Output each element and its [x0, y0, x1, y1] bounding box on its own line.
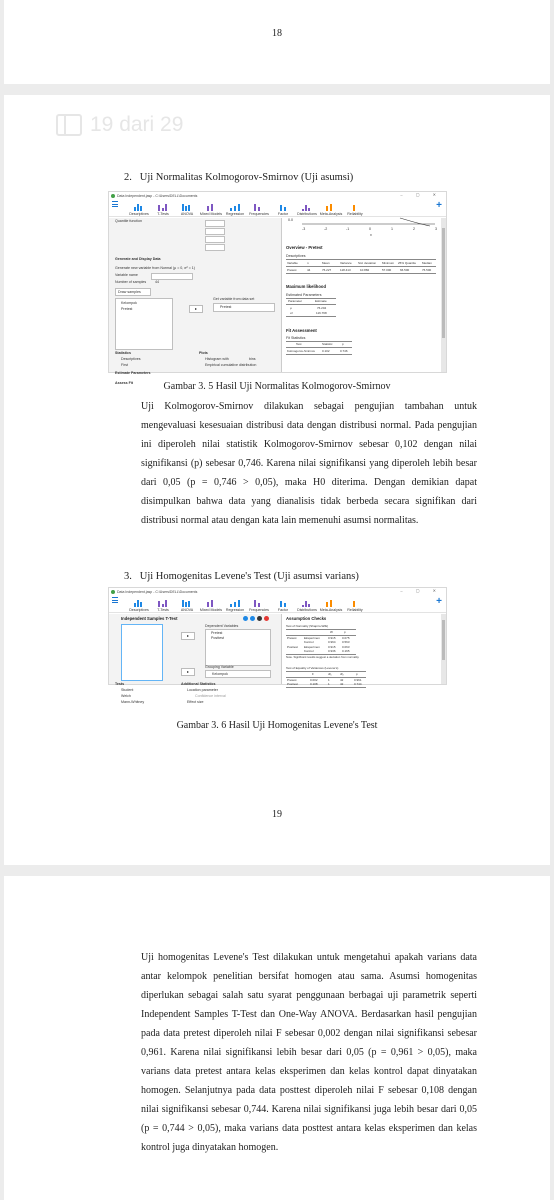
param-cell: 116.768 [316, 311, 327, 315]
paragraph-text: Uji homogenitas Levene's Test dilakukan untuk mengetahui apakah varians data antar kelompok penelitian bersifat homogen atau sama. Asumsi homogenitas diperlukan sebagai salah satu syarat penggunaan berbagai uji parametrik seperti Independent Samples T-Test dan One-Way ANOVA. Berdasarkan hasil pengujian pada data pretest diperoleh nilai F sebesar 0,002 dengan nilai signifikansi sebesar 0,961. Karena nilai signifikansi lebih besar dari 0,05 (p = 0,961 > 0,05), maka varians data pretest antara kelas eksperimen dan kelas kontrol dapat dinyatakan homogen. Selanjutnya pada data posttest diperoleh nilai F sebesar 0,108 dengan nilai signifikansi sebesar 0,744. Karena nilai signifikansi juga lebih besar dari 0,05 (p = 0,744 > 0,05), maka varians data posttest antara kelas eksperimen dan kelas kontrol juga dinyatakan homogen. [141, 952, 477, 1153]
ribbon-meta-analysis[interactable] [319, 599, 343, 612]
plots-label: Plots [199, 351, 208, 355]
x-tick-label: 2 [413, 227, 415, 231]
tests-label: Tests [115, 682, 125, 686]
table-rule [286, 273, 436, 274]
variable-name-label: Variable name [115, 273, 138, 277]
option-field[interactable] [205, 228, 225, 235]
window-title: Data Independent.jasp - C:\Users\DELL\Documents [117, 193, 198, 198]
ribbon-descriptives[interactable] [127, 203, 151, 216]
dependent-item[interactable]: Posttest [211, 636, 224, 640]
app-icon [111, 194, 115, 198]
page-19 [4, 95, 550, 865]
ribbon-distributions[interactable] [295, 599, 319, 612]
analysis-options-pane [109, 218, 282, 385]
option-field[interactable] [205, 220, 225, 227]
norm-cell: Posttest [287, 645, 298, 649]
additional-statistics-label: Additional Statistics [181, 682, 216, 686]
x-tick-label: -2 [324, 227, 328, 231]
ribbon-distributions[interactable] [295, 203, 319, 216]
hamburger-menu-icon[interactable] [112, 597, 118, 605]
desc-header: Mean [322, 261, 330, 265]
assess-section-header[interactable]: Assess Fit [115, 381, 133, 385]
x-tick-label: -3 [302, 227, 306, 231]
paragraph-text: Uji Kolmogorov-Smirnov dilakukan sebagai pengujian tambahan untuk mengevaluasi kesesuaian distribusi data dengan distribusi normal. Pada pengujian ini diperoleh nilai statistik Kolmogorov-Smirnov sebesar 0,102 dengan nilai signifikansi (p) sebesar 0,746. Karena nilai signifikansi yang diperoleh lebih besar dari 0,05 (p = 0,746 > 0,05), maka H0 diterima. Dengan demikian dapat disimpulkan bahwa data yang dianalisis tidak berbeda secara signifikan dari distribusi normal atau dengan kata lain memenuhi asumsi normalitas. [141, 401, 477, 526]
dependent-variables-label: Dependent Variables [205, 624, 239, 628]
panel-title: Independent Samples T-Test [121, 616, 178, 621]
estimated-params-title: Estimated Parameters [286, 293, 322, 297]
fit-cell: 0.102 [322, 349, 330, 353]
section-heading-normality: 2. Uji Normalitas Kolmogorov-Smirnov (Uji asumsi) [124, 172, 354, 183]
descriptives-table-title: Descriptives [286, 254, 306, 258]
fit-header: Statistic [322, 342, 333, 346]
generate-section-header[interactable]: Generate and Display Data [115, 257, 161, 261]
ribbon [109, 595, 446, 613]
desc-header: n [307, 261, 309, 265]
ribbon-factor[interactable] [271, 599, 295, 612]
levene-cell: Pretest [287, 678, 297, 682]
levene-header: df₂ [340, 672, 344, 676]
table-rule [286, 316, 336, 317]
confidence-interval-option[interactable]: Confidence interval [195, 694, 226, 698]
hamburger-menu-icon[interactable] [112, 201, 118, 209]
ribbon-label: ANOVA [180, 212, 194, 216]
norm-header: W [330, 630, 333, 634]
app-icon [111, 590, 115, 594]
bins-label: bins [249, 357, 256, 361]
window-controls[interactable]: – ▢ ✕ [400, 588, 442, 593]
levene-header: p [356, 672, 358, 676]
window-title: Data Independent.jasp - C:\Users\DELL\Documents [117, 589, 198, 594]
page-icon [56, 114, 82, 136]
levene-cell: 1 [328, 678, 330, 682]
norm-cell: Pretest [287, 636, 297, 640]
ribbon-mixed-models[interactable] [199, 203, 223, 216]
normality-note: Note. Significant results suggest a deviation from normality. [286, 655, 360, 659]
ribbon-label: Mixed Models [199, 212, 223, 216]
move-grouping-button[interactable]: ▸ [181, 668, 195, 676]
x-tick-label: 0 [369, 227, 371, 231]
desc-header: Variable [287, 261, 298, 265]
page-number: 18 [272, 28, 282, 39]
x-axis-label: x [370, 233, 372, 237]
figure-caption-levene: Gambar 3. 6 Hasil Uji Homogenitas Levene's Test [176, 720, 378, 731]
effect-size-checkbox[interactable]: Effect size [187, 700, 204, 704]
desc-cell: 118.413 [340, 268, 351, 272]
ribbon-anova[interactable] [175, 203, 199, 216]
draw-samples-button[interactable] [115, 288, 151, 296]
maximum-likelihood-title: Maximum likelihood [286, 284, 327, 289]
variable-name-input[interactable] [151, 273, 193, 280]
results-pane [282, 614, 446, 684]
fit-statistics-title: Fit Statistics [286, 336, 306, 340]
get-variable-value: Pretest [220, 305, 232, 309]
results-scrollbar[interactable] [441, 218, 446, 372]
figure-caption-normality: Gambar 3. 5 Hasil Uji Normalitas Kolmogorov-Smirnov [163, 381, 391, 392]
results-scrollbar[interactable] [441, 614, 446, 684]
generate-label: Generate new variable from Normal (μ = 0, σ² = 1) [115, 266, 195, 270]
norm-cell: 0.165 [342, 649, 350, 653]
x-tick-label: -1 [346, 227, 350, 231]
norm-cell: 0.915 [328, 645, 336, 649]
ribbon-ttests[interactable] [151, 599, 175, 612]
norm-cell: Eksperimen [304, 636, 320, 640]
quantile-function-option[interactable]: Quantile function [115, 219, 142, 223]
move-variable-button[interactable]: ▸ [189, 305, 203, 313]
statistics-label: Statistics [115, 351, 131, 355]
page-indicator [56, 113, 183, 137]
ribbon-label: ANOVA [180, 608, 194, 612]
ribbon-label: Distributions [297, 212, 317, 216]
ribbon-ttests[interactable] [151, 203, 175, 216]
dependent-variables-list[interactable] [205, 629, 271, 666]
desc-cell: 57.000 [382, 268, 392, 272]
empirical-checkbox[interactable]: Empirical cumulative distribution [205, 363, 257, 367]
levene-header: F [312, 672, 314, 676]
desc-header: Median [422, 261, 432, 265]
page-18 [4, 0, 550, 84]
dependent-item[interactable]: Pretest [211, 631, 223, 635]
jasp-body [109, 614, 446, 704]
desc-header: Variance [340, 261, 352, 265]
param-cell: 76.204 [317, 306, 327, 310]
norm-cell: Eksperimen [304, 645, 320, 649]
ribbon-label: Descriptives [129, 212, 149, 216]
paragraph-levene [141, 948, 477, 1157]
desc-cell: Pretest [287, 268, 297, 272]
ribbon-label: Factor [277, 608, 289, 612]
ribbon-label: Factor [277, 212, 289, 216]
levene-header: df₁ [328, 672, 332, 676]
fit-header: Test [296, 342, 302, 346]
number-of-samples-label: Number of samples [115, 280, 147, 284]
norm-cell: Kontrol [304, 640, 314, 644]
desc-header: 25% Quantile [398, 261, 417, 265]
get-variable-label: Get variable from data set [213, 297, 255, 301]
overview-title: Overview - Pretest [286, 245, 323, 250]
info-icon[interactable] [243, 616, 248, 621]
norm-cell: Kontrol [304, 649, 314, 653]
draw-samples-label: Draw samples [118, 290, 141, 294]
window-titlebar [109, 192, 446, 199]
ribbon-label: Frequencies [249, 212, 269, 216]
ribbon-label: Reliability [347, 608, 363, 612]
table-rule [286, 671, 366, 672]
x-tick-label: 3 [435, 227, 437, 231]
welch-checkbox[interactable]: Welch [121, 694, 131, 698]
variable-item[interactable]: Pretest [121, 307, 133, 311]
ribbon-label: Regression [225, 212, 245, 216]
levene-cell: 0.961 [354, 678, 362, 682]
desc-cell: 10.882 [360, 268, 370, 272]
option-field[interactable] [205, 236, 225, 243]
location-parameter-checkbox[interactable]: Location parameter [187, 688, 218, 692]
section-heading-homogeneity: 3. Uji Homogenitas Levene's Test (Uji asumsi varians) [124, 571, 359, 582]
table-rule [286, 347, 352, 348]
levene-cell: 0.108 [310, 682, 318, 686]
ribbon-reliability[interactable] [343, 203, 367, 216]
fit-cell: Kolmogorov-Smirnov [287, 349, 316, 353]
assumption-checks-title: Assumption Checks [286, 616, 327, 621]
x-tick-label: 1 [391, 227, 393, 231]
fit-header: p [342, 342, 344, 346]
desc-cell: 66.500 [400, 268, 410, 272]
ribbon-regression[interactable] [223, 599, 247, 612]
results-pane [282, 218, 446, 372]
add-module-icon[interactable]: + [436, 596, 442, 607]
mann-whitney-checkbox[interactable]: Mann-Whitney [121, 700, 145, 704]
norm-cell: 0.964 [328, 640, 336, 644]
jasp-screenshot-normality [108, 191, 447, 385]
desc-cell: 76.500 [422, 268, 432, 272]
table-rule [286, 259, 436, 260]
levene-cell: 0.744 [354, 682, 362, 686]
source-variable-list[interactable] [121, 624, 163, 681]
norm-cell: 0.936 [328, 649, 336, 653]
get-variable-field[interactable] [213, 303, 275, 312]
edit-icon[interactable] [250, 616, 255, 621]
grouping-variable-label: Grouping Variable [205, 665, 234, 669]
desc-header: Std. deviation [358, 261, 377, 265]
page-number: 19 [272, 809, 282, 820]
ribbon-reliability[interactable] [343, 599, 367, 612]
table-rule [286, 304, 336, 305]
page-indicator-text: 19 dari 29 [90, 113, 184, 136]
norm-cell: 0.563 [342, 640, 350, 644]
student-checkbox[interactable]: Student [121, 688, 134, 692]
move-dependent-button[interactable]: ▸ [181, 632, 195, 640]
ribbon-label: Regression [225, 608, 245, 612]
ribbon-mixed-models[interactable] [199, 599, 223, 612]
window-controls[interactable]: – ▢ ✕ [400, 192, 442, 197]
table-rule [286, 354, 352, 355]
ribbon-descriptives[interactable] [127, 599, 151, 612]
normality-table-title: Test of Normality (Shapiro-Wilk) [286, 624, 329, 628]
paragraph-normality [141, 397, 477, 530]
grouping-variable-field[interactable] [205, 670, 271, 678]
ribbon-meta-analysis[interactable] [319, 203, 343, 216]
levene-cell: 42 [340, 682, 344, 686]
levene-cell: Posttest [287, 682, 298, 686]
ribbon-frequencies[interactable] [247, 599, 271, 612]
ribbon-label: Frequencies [249, 608, 269, 612]
estimate-section-header[interactable]: Estimate Parameters [115, 371, 151, 375]
close-icon[interactable] [264, 616, 269, 621]
desc-header: Minimum [382, 261, 395, 265]
page-20 [4, 876, 550, 1200]
levene-table-title: Test of Equality of Variances (Levene's) [286, 666, 339, 670]
fit-assessment-title: Fit Assessment [286, 328, 317, 333]
option-field[interactable] [205, 244, 225, 251]
analysis-options-pane [109, 614, 282, 704]
levene-cell: 42 [340, 678, 344, 682]
ribbon-label: T-Tests [157, 212, 169, 216]
duplicate-icon[interactable] [257, 616, 262, 621]
table-rule [286, 266, 436, 267]
levene-cell: 0.002 [310, 678, 318, 682]
ribbon [109, 199, 446, 217]
norm-cell: 0.063 [342, 645, 350, 649]
param-header: Estimate [315, 299, 327, 303]
number-of-samples-value[interactable]: 44 [155, 280, 159, 284]
levene-cell: 1 [328, 682, 330, 686]
y-tick-label: 0.0 [288, 218, 293, 222]
variable-item[interactable]: Kelompok [121, 301, 137, 305]
histogram-checkbox[interactable]: Histogram with [205, 357, 229, 361]
jasp-body [109, 218, 446, 385]
jasp-screenshot-levene [108, 587, 447, 704]
ribbon-label: Mixed Models [199, 608, 223, 612]
ribbon-frequencies[interactable] [247, 203, 271, 216]
ribbon-label: T-Tests [157, 608, 169, 612]
window-titlebar [109, 588, 446, 595]
desc-cell: 44 [307, 268, 311, 272]
panel-icons[interactable] [243, 616, 269, 621]
ribbon-label: Reliability [347, 212, 363, 216]
add-module-icon[interactable]: + [436, 200, 442, 211]
desc-cell: 76.227 [322, 268, 332, 272]
norm-header: p [344, 630, 346, 634]
table-rule [286, 687, 366, 688]
norm-cell: 0.915 [328, 636, 336, 640]
ribbon-anova[interactable] [175, 599, 199, 612]
norm-cell: 0.075 [342, 636, 350, 640]
fit-cell: 0.746 [340, 349, 348, 353]
variable-list[interactable] [115, 298, 173, 350]
first-label: First [121, 363, 128, 367]
ribbon-factor[interactable] [271, 203, 295, 216]
ribbon-label: Distributions [297, 608, 317, 612]
param-cell: σ² [290, 311, 293, 315]
ribbon-regression[interactable] [223, 203, 247, 216]
ribbon-label: Meta-Analysis [319, 608, 343, 612]
descriptives-checkbox[interactable]: Descriptives [121, 357, 141, 361]
ribbon-label: Descriptives [129, 608, 149, 612]
param-cell: μ [290, 306, 292, 310]
ribbon-label: Meta-Analysis [319, 212, 343, 216]
param-header: Parameter [288, 299, 303, 303]
grouping-item: Kelompok [212, 672, 228, 676]
